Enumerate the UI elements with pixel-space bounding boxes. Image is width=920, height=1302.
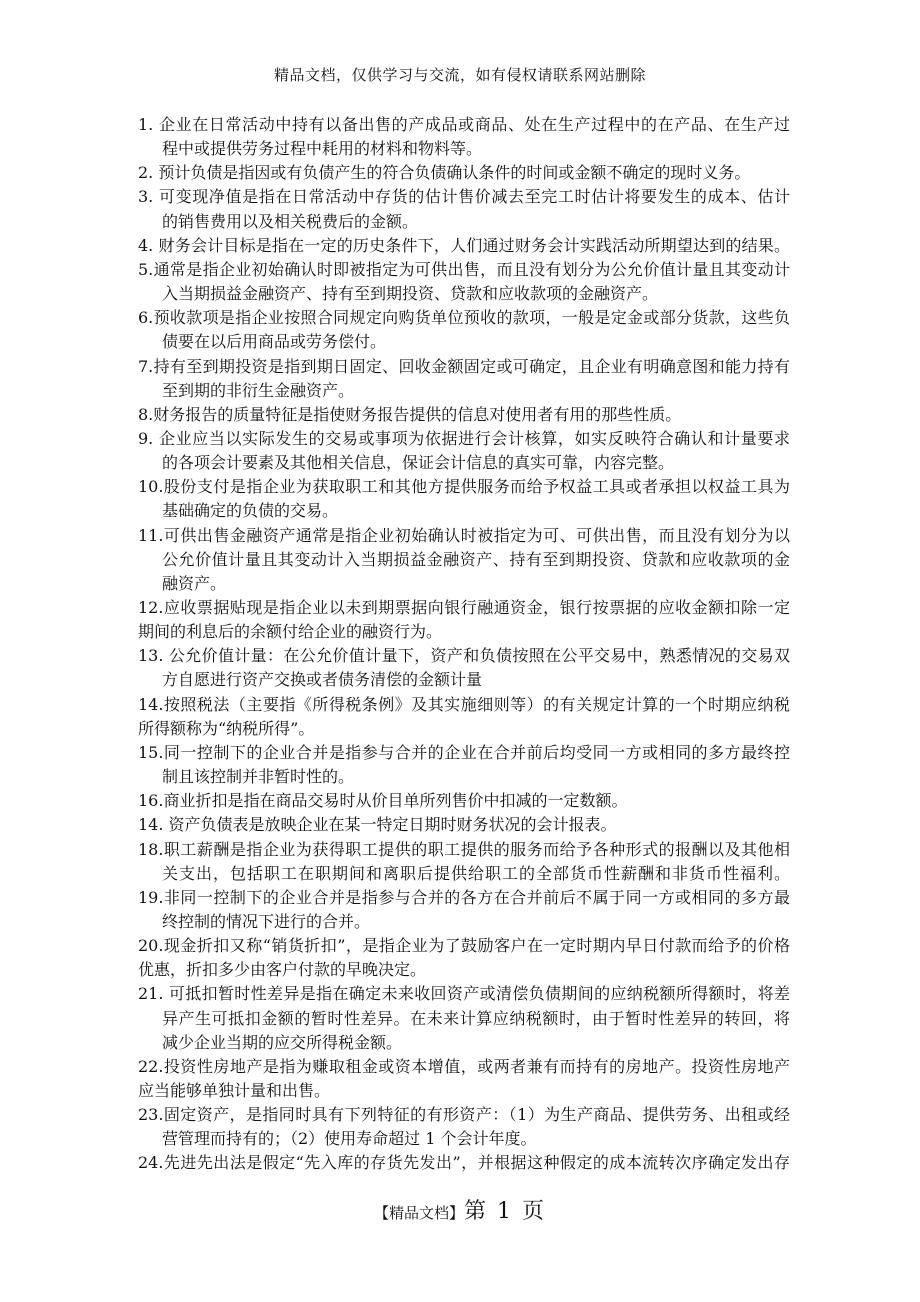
list-item-continuation: 公允价值计量且其变动计入当期损益金融资产、持有至到期投资、贷款和应收款项的金 bbox=[162, 549, 790, 569]
footer-label: 【精品文档】 bbox=[374, 1204, 465, 1222]
list-item-continuation: 制且该控制并非暂时性的。 bbox=[162, 767, 355, 787]
list-item-continuation: 减少企业当期的应交所得税金额。 bbox=[162, 1032, 403, 1052]
list-item-text: 19.非同一控制下的企业合并是指参与合并的各方在合并前后不属于同一方或相同的多方最 bbox=[138, 887, 790, 907]
list-item-continuation: 营管理而持有的；（2）使用寿命超过 1 个会计年度。 bbox=[162, 1129, 537, 1149]
list-item-text: 14. 资产负债表是放映企业在某一特定日期时财务状况的会计报表。 bbox=[138, 815, 617, 835]
list-item-text: 10.股份支付是指企业为获取职工和其他方提供服务而给予权益工具或者承担以权益工具为 bbox=[138, 477, 790, 497]
list-item-text: 14.按照税法（主要指《所得税条例》及其实施细则等）的有关规定计算的一个时期应纳税 bbox=[138, 694, 790, 714]
list-item-continuation: 至到期的非衍生金融资产。 bbox=[162, 380, 355, 400]
list-item-text: 20.现金折扣又称“销货折扣”，是指企业为了鼓励客户在一定时期内早日付款而给予的价格 bbox=[138, 936, 790, 956]
list-item-continuation: 债要在以后用商品或劳务偿付。 bbox=[162, 332, 387, 352]
list-item-text: 4. 财务会计目标是指在一定的历史条件下，人们通过财务会计实践活动所期望达到的结果。 bbox=[138, 235, 790, 255]
list-item-continuation: 融资产。 bbox=[162, 573, 227, 593]
list-item-continuation: 关支出，包括职工在职期间和离职后提供给职工的全部货币性薪酬和非货币性福利。 bbox=[162, 863, 790, 883]
list-item-continuation: 的销售费用以及相关税费后的金额。 bbox=[162, 211, 419, 231]
list-item-continuation: 程中或提供劳务过程中耗用的材料和物料等。 bbox=[162, 139, 483, 159]
list-item-continuation: 优惠，折扣多少由客户付款的早晚决定。 bbox=[138, 960, 427, 980]
list-item-text: 23.固定资产，是指同时具有下列特征的有形资产：（1）为生产商品、提供劳务、出租或经 bbox=[138, 1105, 790, 1125]
list-item-continuation: 方自愿进行资产交换或者债务清偿的金额计量 bbox=[162, 670, 483, 690]
list-item-continuation: 入当期损益金融资产、持有至到期投资、贷款和应收款项的金融资产。 bbox=[162, 284, 659, 304]
list-item-text: 16.商业折扣是指在商品交易时从价目单所列售价中扣减的一定数额。 bbox=[138, 791, 628, 811]
list-item-text: 11.可供出售金融资产通常是指企业初始确认时被指定为可、可供出售，而且没有划分为以 bbox=[138, 525, 790, 545]
list-item-text: 15.同一控制下的企业合并是指参与合并的企业在合并前后均受同一方或相同的多方最终控 bbox=[138, 742, 790, 762]
list-item-continuation: 终控制的情况下进行的合并。 bbox=[162, 911, 371, 931]
page-number: 第 1 页 bbox=[464, 1199, 546, 1224]
list-item-continuation: 期间的利息后的余额付给企业的融资行为。 bbox=[138, 622, 443, 642]
list-item-text: 5.通常是指企业初始确认时即被指定为可供出售，而且没有划分为公允价值计量且其变动计 bbox=[138, 259, 790, 279]
list-item-text: 13. 公允价值计量：在公允价值计量下，资产和负债按照在公平交易中，熟悉情况的交易双 bbox=[138, 646, 790, 666]
list-item-text: 2. 预计负债是指因或有负债产生的符合负债确认条件的时间或金额不确定的现时义务。 bbox=[138, 163, 751, 183]
list-item-text: 12.应收票据贴现是指企业以未到期票据向银行融通资金，银行按票据的应收金额扣除一定 bbox=[138, 598, 790, 617]
list-item-text: 22.投资性房地产是指为赚取租金或资本增值，或两者兼有而持有的房地产。投资性房地产 bbox=[138, 1056, 790, 1076]
list-item-text: 24.先进先出法是假定“先入库的存货先发出”，并根据这种假定的成本流转次序确定发出存 bbox=[138, 1153, 790, 1173]
list-item-text: 9. 企业应当以实际发生的交易或事项为依据进行会计核算，如实反映符合确认和计量要求 bbox=[138, 428, 790, 448]
list-item-text: 1. 企业在日常活动中持有以备出售的产成品或商品、处在生产过程中的在产品、在生产过 bbox=[138, 115, 790, 134]
list-item-continuation: 异产生可抵扣金额的暂时性差异。在未来计算应纳税额时，由于暂时性差异的转回，将 bbox=[162, 1008, 790, 1028]
list-item-continuation: 应当能够单独计量和出售。 bbox=[138, 1081, 331, 1100]
list-item-continuation: 的各项会计要素及其他相关信息，保证会计信息的真实可靠，内容完整。 bbox=[162, 453, 675, 473]
list-item-text: 3. 可变现净值是指在日常活动中存货的估计售价减去至完工时估计将要发生的成本、估计 bbox=[138, 187, 790, 207]
list-item-text: 7.持有至到期投资是指到期日固定、回收金额固定或可确定，且企业有明确意图和能力持有 bbox=[138, 356, 790, 376]
list-item-text: 8.财务报告的质量特征是指使财务报告提供的信息对使用者有用的那些性质。 bbox=[138, 404, 682, 424]
list-item-text: 18.职工薪酬是指企业为获得职工提供的职工提供的服务而给予各种形式的报酬以及其他相 bbox=[138, 839, 790, 859]
list-item-text: 21. 可抵扣暂时性差异是指在确定未来收回资产或清偿负债期间的应纳税额所得额时，将差 bbox=[138, 984, 790, 1004]
list-item-continuation: 基础确定的负债的交易。 bbox=[162, 501, 339, 521]
list-item-text: 6.预收款项是指企业按照合同规定向购货单位预收的款项，一般是定金或部分货款，这些负 bbox=[138, 308, 790, 328]
document-header: 精品文档，仅供学习与交流，如有侵权请联系网站删除 bbox=[273, 66, 646, 84]
list-item-continuation: 所得额称为“纳税所得”。 bbox=[138, 718, 315, 738]
page-footer bbox=[0, 1194, 920, 1225]
